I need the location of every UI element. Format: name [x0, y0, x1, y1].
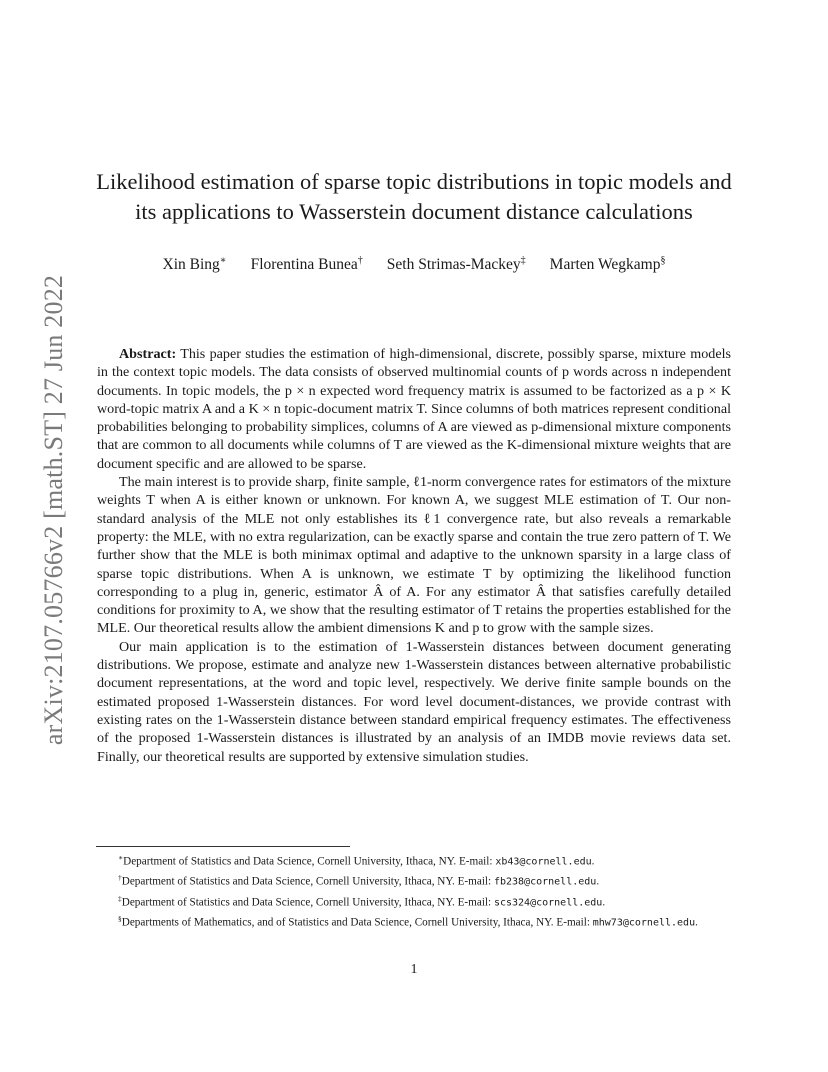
footnote: †Department of Statistics and Data Science, Cornell University, Ithaca, NY. E-mail: fb238@cornell.edu.	[118, 873, 600, 889]
email-link[interactable]: xb43@cornell.edu	[495, 856, 592, 868]
email-link[interactable]: fb238@cornell.edu	[493, 877, 597, 889]
email-link[interactable]: mhw73@cornell.edu	[592, 918, 696, 930]
author: Seth Strimas-Mackey‡	[386, 255, 526, 274]
footnotes	[96, 850, 732, 932]
author: Marten Wegkamp§	[549, 255, 666, 274]
abstract-paragraph: Our main application is to the estimation of 1-Wasserstein distances between document generating distributions. We propose, estimate and analyze new 1-Wasserstein distances between alternative probabilistic document representations, at the word and topic level, respectively. We derive finite sample bounds on the estimated proposed 1-Wasserstein distances. For word level document-distances, we provide contrast with existing rates on the 1-Wasserstein distance between standard empirical frequency estimates. The effectiveness of the proposed 1-Wasserstein distances is illustrated by an analysis of an IMDB movie reviews data set. Finally, our theoretical results are supported by extensive simulation studies.	[97, 638, 731, 765]
author: Xin Bing∗	[162, 255, 227, 274]
paper-title: Likelihood estimation of sparse topic distributions in topic models and its applications to Wasserstein document distance calculations	[96, 169, 732, 224]
page-number: 1	[410, 962, 418, 977]
footnote: §Departments of Mathematics, and of Statistics and Data Science, Cornell University, Ithaca, NY. E-mail: mhw73@cornell.edu.	[118, 914, 698, 930]
abstract-paragraph: Abstract: This paper studies the estimation of high-dimensional, discrete, possibly sparse, mixture models in the context topic models. The data consists of observed multinomial counts of p words across n independent documents. In topic models, the p × n expected word frequency matrix is assumed to be factorized as a p × K word-topic matrix A and a K × n topic-document matrix T. Since columns of both matrices represent conditional probabilities belonging to probability simplices, columns of A are viewed as p-dimensional mixture components that are common to all documents while columns of T are viewed as the K-dimensional mixture weights that are document specific and are allowed to be sparse.	[97, 346, 731, 472]
abstract	[97, 345, 731, 766]
author: Florentina Bunea†	[250, 255, 363, 274]
email-link[interactable]: scs324@cornell.edu	[493, 897, 603, 909]
footnote-rule	[96, 846, 350, 847]
footnote: ‡Department of Statistics and Data Science, Cornell University, Ithaca, NY. E-mail: scs324@cornell.edu.	[118, 893, 606, 909]
author-list	[96, 255, 732, 274]
footnote: ∗Department of Statistics and Data Science, Cornell University, Ithaca, NY. E-mail: xb43@cornell.edu.	[118, 853, 595, 868]
abstract-label: Abstract:	[119, 346, 177, 362]
arxiv-stamp: arXiv:2107.05766v2 [math.ST] 27 Jun 2022	[39, 274, 68, 746]
abstract-paragraph: The main interest is to provide sharp, finite sample, ℓ1-norm convergence rates for estimators of the mixture weights T when A is either known or unknown. For known A, we suggest MLE estimation of T. Our non-standard analysis of the MLE not only establishes its ℓ1 convergence rate, but also reveals a remarkable property: the MLE, with no extra regularization, can be exactly sparse and contain the true zero pattern of T. We further show that the MLE is both minimax optimal and adaptive to the unknown sparsity in a large class of sparse topic distributions. When A is unknown, we estimate T by optimizing the likelihood function corresponding to a plug in, generic, estimator Â of A. For any estimator Â that satisfies carefully detailed conditions for proximity to A, we show that the resulting estimator of T retains the properties established for the MLE. Our theoretical results allow the ambient dimensions K and p to grow with the sample sizes.	[97, 474, 731, 637]
